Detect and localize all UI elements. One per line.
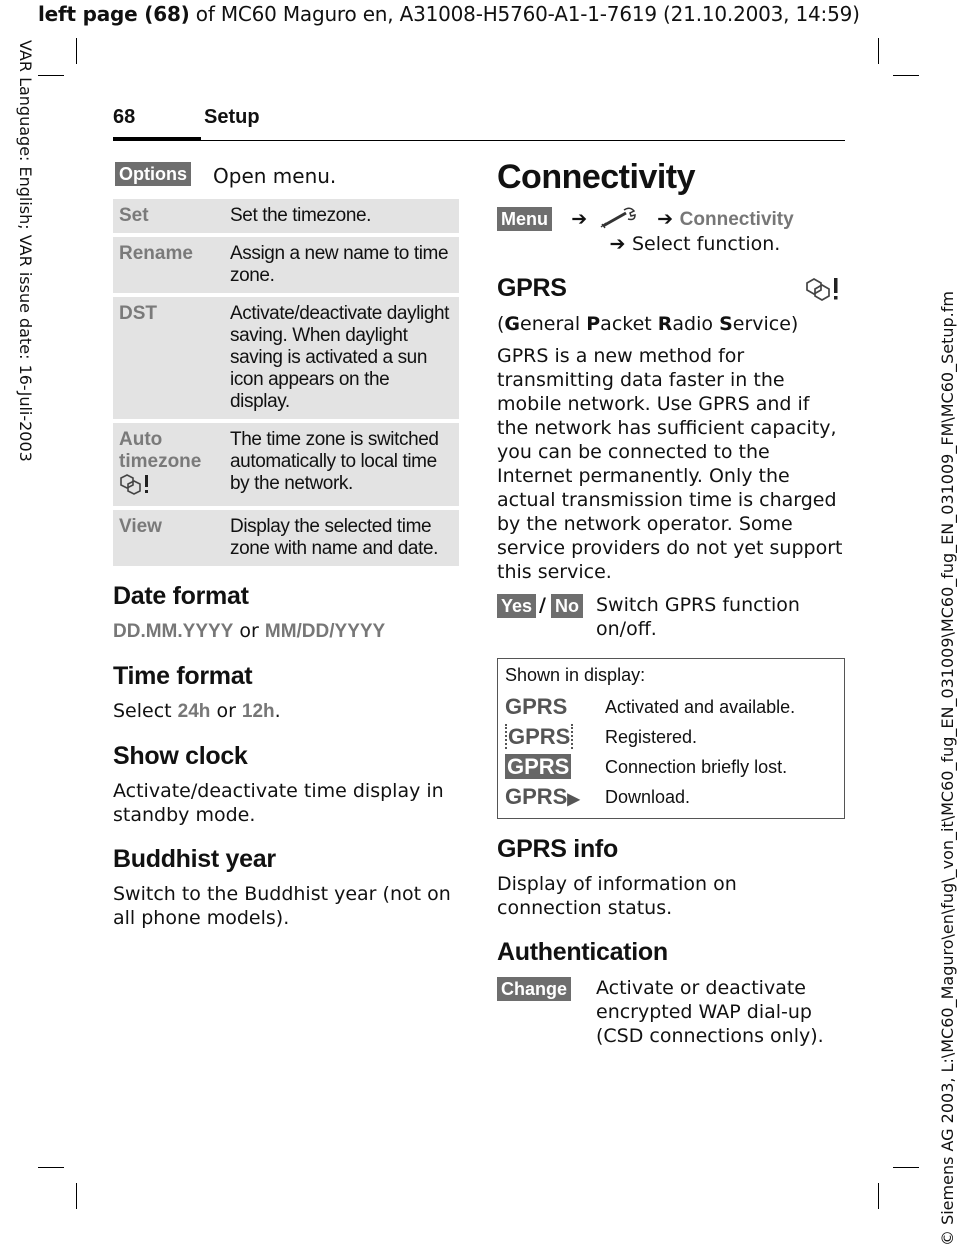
crop-mark	[38, 75, 64, 76]
side-text-right: © Siemens AG 2003, L:\MC60_Maguro\en\fug\_von_it\MC60_fug_EN_031009\MC60_fug_EN_031009_FM\MC60_Setup.fm	[938, 291, 957, 1246]
right-column	[497, 158, 845, 1057]
left-column	[113, 160, 459, 930]
display-icons-box	[497, 658, 845, 819]
options-description: Open menu.	[213, 164, 337, 188]
display-row	[505, 782, 836, 812]
table-row	[113, 237, 459, 293]
expansion-initial: R	[657, 313, 673, 335]
page-number: 68	[113, 106, 136, 128]
time-format-option[interactable]: 24h	[177, 701, 211, 722]
time-format-text	[113, 699, 459, 724]
date-format-option[interactable]: MM/DD/YYYY	[264, 621, 386, 642]
gprs-expansion	[497, 312, 845, 336]
gprs-lost-icon	[505, 754, 605, 780]
crop-mark	[38, 1167, 64, 1168]
gprs-registered-icon	[505, 724, 605, 750]
show-clock-text: Activate/deactivate time display in standby mode.	[113, 780, 444, 826]
change-softkey[interactable]: Change	[497, 977, 571, 1001]
print-header-text: of MC60 Maguro en, A31008-H5760-A1-1-7619 (21.10.2003, 14:59)	[189, 2, 860, 26]
table-row	[113, 199, 459, 233]
print-header-bold: left page (68)	[38, 2, 190, 26]
yes-no-row	[497, 594, 845, 644]
arrow-right-icon: ➔	[643, 208, 680, 230]
expansion-initial: G	[504, 313, 521, 335]
table-row	[113, 297, 459, 419]
connectivity-title: Connectivity	[497, 158, 696, 196]
gprs-heading: GPRS	[497, 274, 567, 302]
header-rule	[113, 140, 845, 141]
expansion-part: (	[497, 313, 505, 335]
function-key: Rename	[113, 237, 230, 293]
display-row	[505, 752, 836, 782]
expansion-initial: S	[719, 313, 733, 335]
table-row	[113, 510, 459, 566]
page-section-title: Setup	[204, 106, 260, 128]
display-row-text: Download.	[605, 786, 691, 807]
select-text: Select	[113, 700, 178, 722]
crop-mark	[76, 1183, 77, 1209]
function-table	[113, 195, 459, 570]
gprs-icon-text: GPRS	[505, 694, 568, 719]
crop-mark	[878, 38, 879, 64]
expansion-part: acket	[600, 313, 658, 335]
gprs-heading-row	[497, 274, 845, 308]
authentication-text: Activate or deactivate encrypted WAP dial-up (CSD connections only).	[596, 977, 824, 1047]
display-caption: Shown in display:	[505, 665, 646, 685]
crop-mark	[893, 75, 919, 76]
function-key-cell	[113, 423, 230, 506]
slash-separator: /	[539, 594, 546, 616]
date-format-heading: Date format	[113, 582, 249, 610]
or-text: or	[233, 620, 265, 642]
expansion-part: ervice)	[732, 313, 799, 335]
options-row	[113, 160, 459, 196]
function-desc: Activate/deactivate daylight saving. When daylight saving is activated a sun icon appears on the display.	[230, 297, 459, 419]
buddhist-year-text: Switch to the Buddhist year (not on all phone models).	[113, 883, 451, 929]
gprs-active-icon	[505, 694, 605, 720]
function-desc: Display the selected time zone with name and date.	[230, 510, 459, 566]
network-service-icon	[119, 473, 224, 500]
display-row-text: Activated and available.	[605, 696, 796, 717]
crop-mark	[76, 38, 77, 64]
gprs-description: GPRS is a new method for transmitting data faster in the mobile network. Use GPRS and if the network has sufficient capacity, you can be connected to the Internet permanently. Only the actual transmission time is charged by the network operator. Some service providers do not yet support this service.	[497, 345, 843, 583]
date-format-text	[113, 619, 459, 644]
gprs-info-heading: GPRS info	[497, 835, 618, 863]
gprs-download-icon: GPRS▶	[505, 784, 580, 809]
gprs-icon-text: GPRS	[505, 724, 573, 749]
function-key: View	[113, 510, 230, 566]
table-row	[113, 423, 459, 506]
menu-softkey[interactable]: Menu	[497, 207, 552, 231]
expansion-part: adio	[672, 313, 720, 335]
or-text: or	[210, 700, 242, 722]
display-row	[505, 722, 836, 752]
display-row	[505, 692, 836, 722]
buddhist-year-heading: Buddhist year	[113, 845, 276, 873]
expansion-initial: P	[586, 313, 601, 335]
function-desc: The time zone is switched automatically to local time by the network.	[230, 423, 459, 506]
path-instruction: Select function.	[632, 233, 781, 255]
network-service-icon	[805, 276, 841, 306]
connectivity-path-item[interactable]: Connectivity	[679, 209, 794, 230]
display-row-text: Registered.	[605, 726, 698, 747]
function-key: Set	[113, 199, 230, 233]
show-clock-heading: Show clock	[113, 742, 248, 770]
options-softkey[interactable]: Options	[115, 162, 191, 186]
time-format-option[interactable]: 12h	[241, 701, 275, 722]
function-desc: Set the timezone.	[230, 199, 459, 233]
function-desc: Assign a new name to time zone.	[230, 237, 459, 293]
no-softkey[interactable]: No	[551, 594, 583, 618]
gprs-info-text: Display of information on connection status.	[497, 873, 737, 919]
authentication-row	[497, 977, 845, 1057]
print-header	[38, 2, 860, 26]
display-row-text: Connection briefly lost.	[605, 756, 788, 777]
gprs-icon-text: GPRS	[507, 754, 570, 779]
expansion-part: eneral	[520, 313, 587, 335]
arrow-right-icon: ➔	[497, 233, 632, 255]
authentication-heading: Authentication	[497, 938, 668, 966]
date-format-option[interactable]: DD.MM.YYYY	[113, 621, 234, 642]
function-key: DST	[113, 297, 230, 419]
menu-path	[497, 207, 845, 256]
crop-mark	[893, 1167, 919, 1168]
wrench-icon	[600, 208, 644, 230]
side-text-left: VAR Language: English; VAR issue date: 16-Juli-2003	[16, 40, 35, 462]
crop-mark	[878, 1183, 879, 1209]
period-text: .	[274, 700, 281, 722]
arrow-right-icon: ➔	[558, 208, 594, 230]
yes-no-description: Switch GPRS function on/off.	[596, 594, 800, 640]
time-format-heading: Time format	[113, 662, 253, 690]
function-key: Auto timezone	[119, 429, 202, 472]
yes-softkey[interactable]: Yes	[497, 594, 536, 618]
gprs-icon-text: GPRS	[505, 784, 568, 809]
